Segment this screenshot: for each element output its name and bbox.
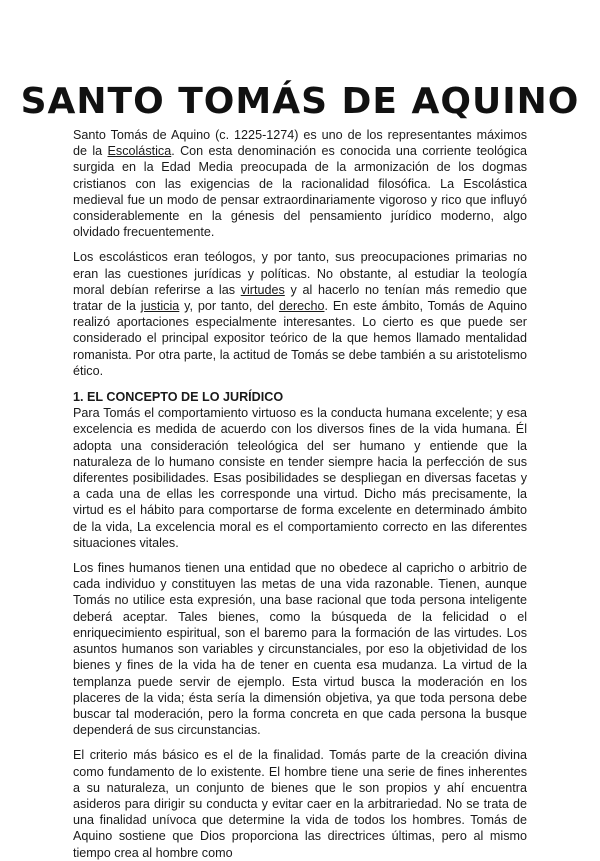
document-body [73,127,527,861]
text-run: . En este ámbito, Tomás de Aquino realizó aportaciones especialmente interesantes. Lo cierto es que puede ser considerado el principal expositor teórico de la que hemos llamado mentalidad romanista. Por otra parte, la actitud de Tomás se debe también a su aristotelismo ético. [73,299,528,378]
text-run: y al hacerlo no tenían más remedio que tratar de la [73,282,527,314]
intro-paragraph-2 [73,249,527,379]
section-paragraph-1: Para Tomás el comportamiento virtuoso es la conducta humana excelente; y esa excelencia es medida de acuerdo con los diversos fines de la vida humana. Él adopta una consideración teleológica del ser humano y entiende que la naturaleza de lo humano consiste en tender siempre hacia la perfección de sus diferentes posibilidades. Esas posibilidades se despliegan en diversas facetas y a cada una de ellas les corresponde una virtud. Dicho más precisamente, la virtud es el hábito para comportarse de forma excelente en determinado ámbito de la vida, La excelencia moral es el comportamiento correcto en las diferentes situaciones vitales. [73,406,527,550]
section-paragraph-2: Los fines humanos tienen una entidad que no obedece al capricho o arbitrio de cada individuo y constituyen las metas de una vida razonable. Tienen, aunque Tomás no utilice esta expresión, una base racional que toda persona inteligente deberá aceptar. Tales bienes, como la búsqueda de la felicidad o el enriquecimiento espiritual, son el baremo para la formación de las virtudes. Los asuntos humanos son variables y circunstanciales, por eso la objetividad de los bienes y fines de la vida ha de tener en cuenta esa mudanza. La virtud de la templanza puede servir de ejemplo. Esta virtud busca la moderación en los placeres de la vida; ésta sería la dimensión objetiva, ya que toda persona debe buscar tal moderación, pero la forma concreta en que cada persona la busque dependerá de sus circunstancias. [73,561,527,738]
link-derecho[interactable]: derecho [278,299,325,314]
section-heading: 1. EL CONCEPTO DE LO JURÍDICO [73,390,284,405]
text-run: . Con esta denominación es conocida una corriente teológica surgida en la Edad Media preocupada de la armonización de los dogmas cristianos con las exigencias de la racionalidad filosófica. La Escolástica medieval fue un modo de pensar extraordinariamente vigoroso y rico que influyó considerablemente en la génesis del pensamiento jurídico moderno, algo olvidado frecuentemente. [73,144,527,240]
link-virtudes[interactable]: virtudes [240,282,285,297]
link-justicia[interactable]: justicia [140,299,180,314]
text-run: Los escolásticos eran teólogos, y por tanto, sus preocupaciones primarias no eran las cuestiones jurídicas y políticas. No obstante, al estudiar la teología moral debían referirse a las [73,250,527,297]
text-run: y, por tanto, del [179,299,279,314]
intro-paragraph-1 [73,127,527,240]
link-escolastica[interactable]: Escolástica [107,144,172,159]
page-title: SANTO TOMÁS DE AQUINO [20,81,580,122]
section-paragraph-3: El criterio más básico es el de la finalidad. Tomás parte de la creación divina como fundamento de lo existente. El hombre tiene una serie de fines inherentes a su naturaleza, un conjunto de bienes que le son propios y ahí encuentra asideros para dirigir su conducta y evitar caer en la arbitrariedad. No se trata de una finalidad unívoca que determine la vida de todos los hombres. Tomás de Aquino sostiene que Dios proporciona las directrices últimas, pero al mismo tiempo crea al hombre como [73,748,527,860]
text-run: Santo Tomás de Aquino (c. 1225-1274) es uno de los representantes máximos de la [73,128,527,159]
